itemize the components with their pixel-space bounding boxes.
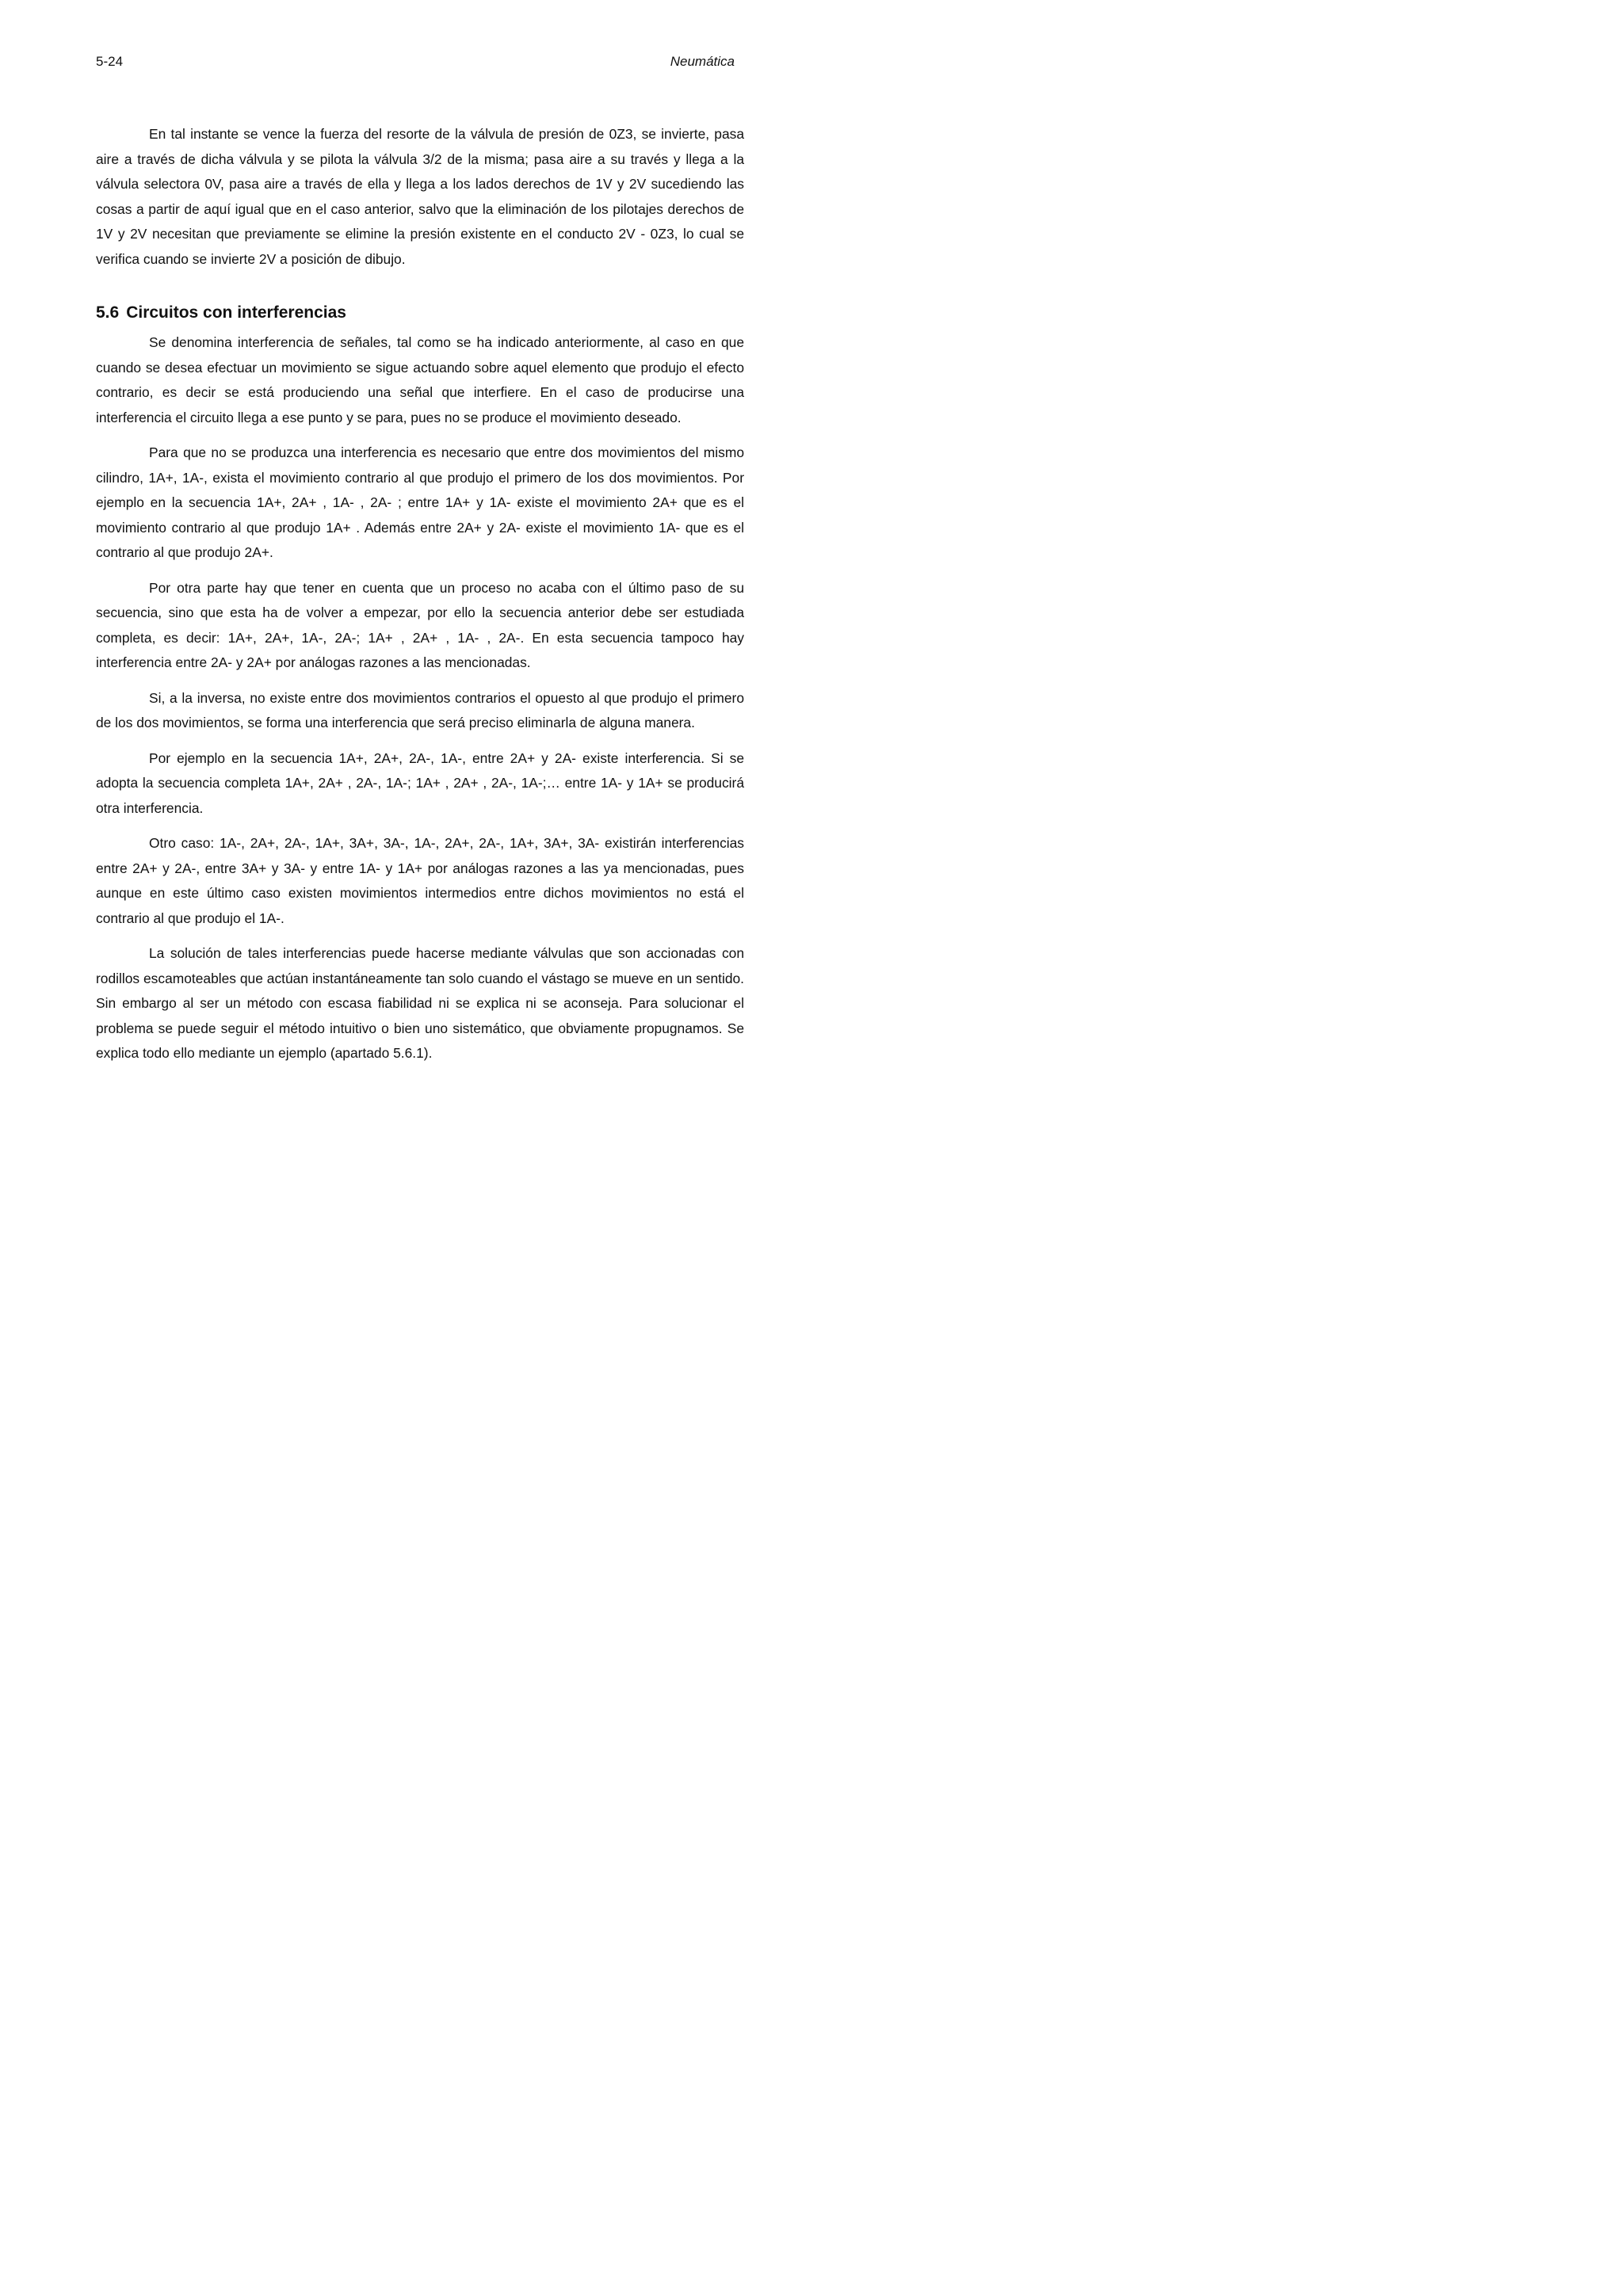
page-number: 5-24 — [96, 54, 124, 69]
paragraph-example-sequence: Por ejemplo en la secuencia 1A+, 2A+, 2A-, 1A-, entre 2A+ y 2A- existe interferencia. Si se adopta la secuencia completa 1A+, 2A+ , 2A-, 1A-; 1A+ , 2A+ , 2A-, 1A-;… entre 1A- y 1A+ se producirá otra interferencia. — [96, 749, 744, 816]
section-number: 5.6 — [96, 303, 120, 322]
paragraph-complete-sequence: Por otra parte hay que tener en cuenta que un proceso no acaba con el último paso de su secuencia, sino que esta ha de volver a empezar, por ello la secuencia anterior debe ser estudiada completa, es decir: 1A+, 2A+, 1A-, 2A-; 1A+ , 2A+ , 1A- , 2A-. En esta secuencia tampoco hay interferencia entre 2A- y 2A+ por análogas razones a las mencionadas. — [96, 579, 744, 670]
section-heading — [96, 302, 744, 323]
paragraph-no-interference-condition: Para que no se produzca una interferencia es necesario que entre dos movimientos del mismo cilindro, 1A+, 1A-, exista el movimiento contrario al que produjo el primero de los dos movimientos. Por ejemplo en la secuencia 1A+, 2A+ , 1A- , 2A- ; entre 1A+ y 1A- existe el movimiento 2A+ que es el movimiento contrario al que produjo 1A+ . Además entre 2A+ y 2A- existe el movimiento 1A- que es el contrario al que produjo 2A+. — [96, 444, 744, 560]
paragraph-inverse-case: Si, a la inversa, no existe entre dos movimientos contrarios el opuesto al que produjo el primero de los dos movimientos, se forma una interferencia que será preciso eliminarla de alguna manera. — [96, 689, 744, 730]
paragraph-other-case: Otro caso: 1A-, 2A+, 2A-, 1A+, 3A+, 3A-, 1A-, 2A+, 2A-, 1A+, 3A+, 3A- existirán interferencias entre 2A+ y 2A-, entre 3A+ y 3A- y entre 1A- y 1A+ por análogas razones a las ya mencionadas, pues aunque en este último caso existen movimientos intermedios entre dichos movimientos no está el contrario al que produjo el 1A-. — [96, 835, 744, 926]
running-header-title: Neumática — [670, 54, 735, 69]
section-title: Circuitos con interferencias — [126, 303, 346, 322]
running-header — [96, 53, 735, 71]
document-page — [0, 0, 872, 1233]
body-text — [96, 122, 744, 1066]
intro-paragraph: En tal instante se vence la fuerza del resorte de la válvula de presión de 0Z3, se invierte, pasa aire a través de dicha válvula y se pilota la válvula 3/2 de la misma; pasa aire a su través y llega a la válvula selectora 0V, pasa aire a través de ella y llega a los lados derechos de 1V y 2V sucediendo las cosas a partir de aquí igual que en el caso anterior, salvo que la eliminación de los pilotajes derechos de 1V y 2V necesitan que previamente se elimine la presión existente en el conducto 2V - 0Z3, lo cual se verifica cuando se invierte 2V a posición de dibujo. — [96, 126, 744, 267]
paragraph-solution: La solución de tales interferencias puede hacerse mediante válvulas que son accionadas con rodillos escamoteables que actúan instantáneamente tan solo cuando el vástago se mueve en un sentido. Sin embargo al ser un método con escasa fiabilidad ni se explica ni se aconseja. Para solucionar el problema se puede seguir el método intuitivo o bien uno sistemático, que obviamente propugnamos. Se explica todo ello mediante un ejemplo (apartado 5.6.1). — [96, 945, 744, 1061]
paragraph-signal-interference-definition: Se denomina interferencia de señales, tal como se ha indicado anteriormente, al caso en que cuando se desea efectuar un movimiento se sigue actuando sobre aquel elemento que produjo el efecto contrario, es decir se está produciendo una señal que interfiere. En el caso de producirse una interferencia el circuito llega a ese punto y se para, pues no se produce el movimiento deseado. — [96, 334, 744, 425]
